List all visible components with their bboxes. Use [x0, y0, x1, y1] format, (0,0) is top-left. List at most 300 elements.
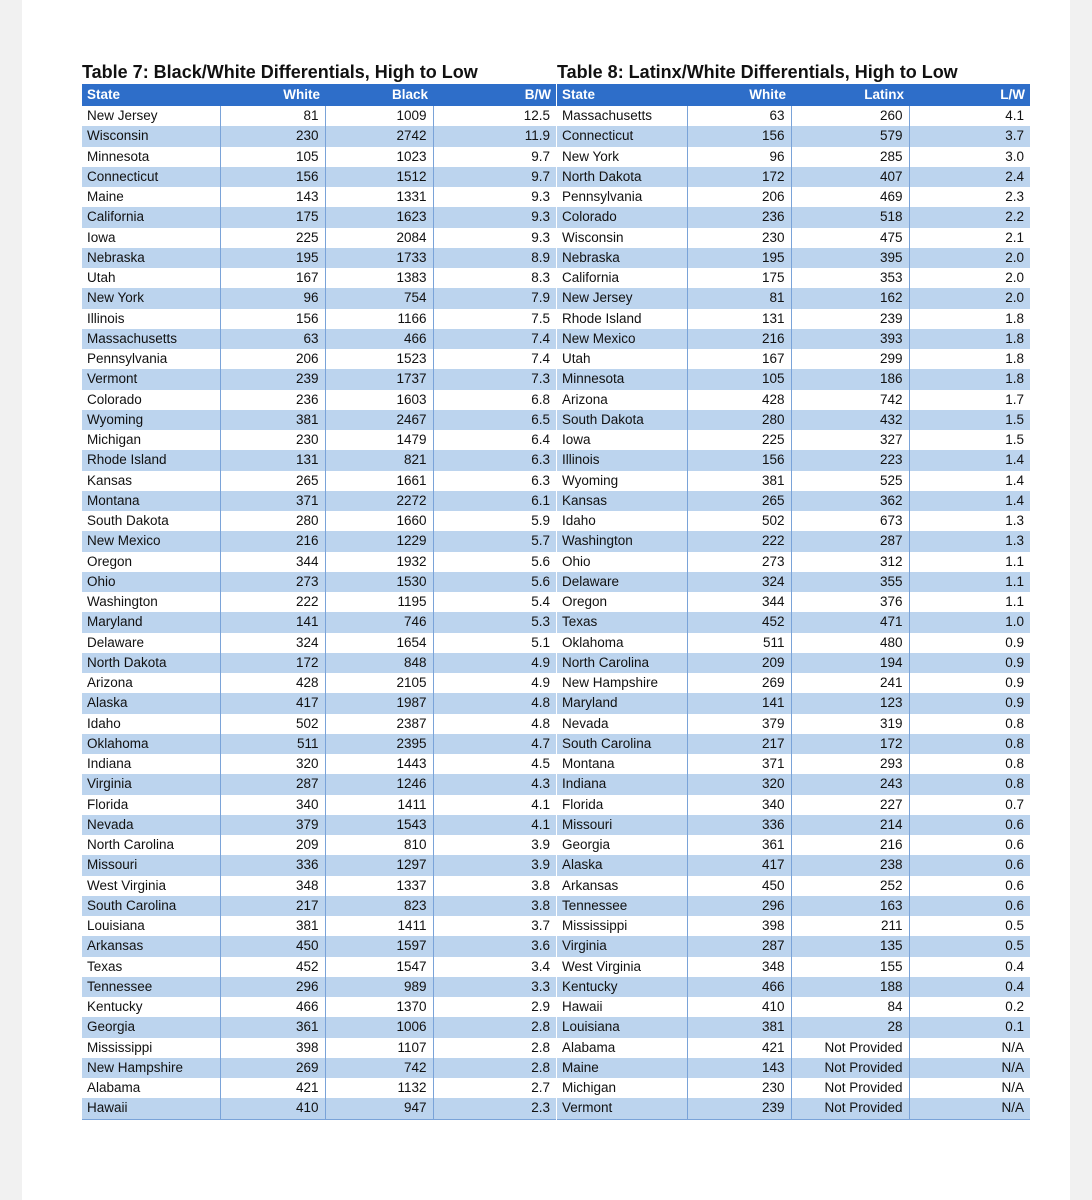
cell-white: 265	[687, 491, 791, 511]
cell-value: 135	[791, 936, 909, 956]
table-7-title: Table 7: Black/White Differentials, High to Low	[82, 62, 478, 82]
cell-state: Ohio	[82, 572, 220, 592]
cell-ratio: 0.2	[909, 997, 1030, 1017]
cell-state: Connecticut	[82, 167, 220, 187]
cell-white: 348	[220, 876, 325, 896]
cell-white: 417	[687, 855, 791, 875]
cell-ratio: 2.0	[909, 248, 1030, 268]
cell-white: 410	[687, 997, 791, 1017]
cell-state: Rhode Island	[82, 450, 220, 470]
cell-white: 172	[220, 653, 325, 673]
cell-white: 452	[220, 957, 325, 977]
table-row	[82, 876, 556, 896]
cell-ratio: 3.4	[433, 957, 556, 977]
table-row	[557, 653, 1030, 673]
table-8-header-state: State	[557, 84, 687, 106]
cell-white: 209	[220, 835, 325, 855]
cell-state: Massachusetts	[82, 329, 220, 349]
cell-ratio: 2.8	[433, 1017, 556, 1037]
cell-white: 502	[687, 511, 791, 531]
cell-white: 344	[687, 592, 791, 612]
cell-value: 1597	[325, 936, 433, 956]
cell-state: Wisconsin	[562, 229, 624, 245]
cell-state: North Carolina	[557, 653, 687, 673]
cell-state: Florida	[562, 796, 604, 812]
cell-white: 230	[220, 126, 325, 146]
cell-value: 466	[325, 329, 433, 349]
table-row	[82, 1098, 556, 1119]
table-row	[82, 248, 556, 268]
table-row	[82, 754, 556, 774]
cell-state: Virginia	[557, 936, 687, 956]
cell-white: 195	[220, 248, 325, 268]
cell-ratio: 1.5	[909, 410, 1030, 430]
cell-state: Oregon	[87, 553, 133, 569]
cell-white: 225	[687, 430, 791, 450]
cell-value: 211	[791, 916, 909, 936]
cell-white: 131	[687, 309, 791, 329]
cell-white: 428	[220, 673, 325, 693]
cell-value: 1297	[325, 855, 433, 875]
cell-white: 230	[687, 228, 791, 248]
cell-value: 1661	[325, 471, 433, 491]
table-7-header-white: White	[220, 84, 325, 106]
cell-value: 2105	[325, 673, 433, 693]
cell-state: Alaska	[557, 855, 687, 875]
cell-ratio: 9.3	[433, 187, 556, 207]
cell-value: 238	[791, 855, 909, 875]
cell-state: Arizona	[562, 391, 608, 407]
cell-state: Nebraska	[557, 248, 687, 268]
cell-white: 63	[220, 329, 325, 349]
table-row	[82, 1078, 556, 1098]
cell-white: 222	[687, 531, 791, 551]
cell-white: 428	[687, 390, 791, 410]
table-row	[557, 531, 1030, 551]
cell-state: Alabama	[562, 1039, 616, 1055]
cell-white: 105	[687, 369, 791, 389]
cell-value: 2272	[325, 491, 433, 511]
cell-ratio: 5.7	[433, 531, 556, 551]
cell-value: 407	[791, 167, 909, 187]
cell-state: West Virginia	[87, 877, 167, 893]
cell-value: 1023	[325, 147, 433, 167]
cell-ratio: 0.4	[909, 957, 1030, 977]
cell-ratio: 0.4	[909, 977, 1030, 997]
cell-ratio: 5.1	[433, 633, 556, 653]
cell-ratio: 3.8	[433, 896, 556, 916]
cell-state: Iowa	[562, 432, 591, 448]
table-row	[82, 207, 556, 227]
cell-white: 141	[687, 693, 791, 713]
cell-value: 1337	[325, 876, 433, 896]
cell-ratio: 1.7	[909, 390, 1030, 410]
cell-state: Nevada	[562, 715, 609, 731]
table-8-body	[557, 106, 1030, 1120]
cell-white: 398	[220, 1038, 325, 1058]
cell-value: 1654	[325, 633, 433, 653]
cell-ratio: 0.8	[909, 714, 1030, 734]
table-row	[557, 592, 1030, 612]
cell-ratio: 4.8	[433, 693, 556, 713]
cell-state: Wyoming	[82, 410, 220, 430]
table-row	[557, 936, 1030, 956]
cell-value: 163	[791, 896, 909, 916]
cell-state: Indiana	[557, 774, 687, 794]
cell-value: 1166	[325, 309, 433, 329]
cell-state: New Mexico	[557, 329, 687, 349]
table-row	[82, 916, 556, 936]
cell-white: 340	[687, 795, 791, 815]
table-row	[82, 288, 556, 308]
table-row	[557, 430, 1030, 450]
cell-state: North Carolina	[87, 837, 175, 853]
cell-value: Not Provided	[791, 1058, 909, 1078]
cell-ratio: 1.5	[909, 430, 1030, 450]
cell-value: 2084	[325, 228, 433, 248]
table-row	[82, 329, 556, 349]
table-row	[557, 754, 1030, 774]
cell-value: 1411	[325, 795, 433, 815]
cell-ratio: 1.4	[909, 491, 1030, 511]
table-row	[557, 126, 1030, 146]
table-row	[557, 329, 1030, 349]
table-row	[82, 734, 556, 754]
cell-ratio: 0.6	[909, 855, 1030, 875]
cell-ratio: 5.3	[433, 612, 556, 632]
cell-white: 336	[687, 815, 791, 835]
cell-ratio: 3.9	[433, 835, 556, 855]
cell-state: Tennessee	[557, 896, 687, 916]
cell-white: 287	[220, 774, 325, 794]
cell-value: 241	[791, 673, 909, 693]
table-row	[82, 1038, 556, 1058]
cell-value: 1660	[325, 511, 433, 531]
cell-value: 239	[791, 309, 909, 329]
document-page	[22, 0, 1070, 1200]
cell-state: Delaware	[557, 572, 687, 592]
cell-state: Washington	[87, 594, 158, 610]
cell-white: 398	[687, 916, 791, 936]
cell-white: 222	[220, 592, 325, 612]
cell-ratio: 3.3	[433, 977, 556, 997]
cell-white: 143	[220, 187, 325, 207]
cell-white: 63	[687, 106, 791, 127]
table-row	[557, 957, 1030, 977]
cell-ratio: 0.6	[909, 815, 1030, 835]
table-row	[557, 612, 1030, 632]
table-7-header-ratio: B/W	[433, 84, 556, 106]
table-row	[82, 936, 556, 956]
cell-state: Oregon	[562, 594, 608, 610]
table-8-header-white: White	[687, 84, 791, 106]
cell-state: Oklahoma	[562, 634, 624, 650]
cell-ratio: 1.1	[909, 552, 1030, 572]
table-row	[557, 714, 1030, 734]
cell-white: 466	[687, 977, 791, 997]
cell-state: Virginia	[82, 774, 220, 794]
cell-state: Kentucky	[557, 977, 687, 997]
cell-white: 172	[687, 167, 791, 187]
cell-ratio: 4.3	[433, 774, 556, 794]
cell-value: 188	[791, 977, 909, 997]
cell-ratio: 9.7	[433, 147, 556, 167]
cell-white: 344	[220, 552, 325, 572]
cell-state: Wisconsin	[82, 126, 220, 146]
cell-value: 1479	[325, 430, 433, 450]
table-row	[82, 633, 556, 653]
cell-ratio: 8.3	[433, 268, 556, 288]
table-7-header-state: State	[82, 84, 220, 106]
cell-state: Maryland	[82, 612, 220, 632]
cell-white: 296	[687, 896, 791, 916]
cell-state: South Dakota	[87, 513, 169, 529]
cell-value: 1006	[325, 1017, 433, 1037]
table-row	[557, 633, 1030, 653]
cell-ratio: 0.8	[909, 734, 1030, 754]
cell-ratio: 6.8	[433, 390, 556, 410]
cell-state: Mississippi	[562, 918, 628, 934]
cell-ratio: 2.9	[433, 997, 556, 1017]
table-row	[82, 268, 556, 288]
table-row	[557, 734, 1030, 754]
cell-value: 299	[791, 349, 909, 369]
table-row	[82, 430, 556, 450]
cell-ratio: 9.3	[433, 228, 556, 248]
cell-white: 96	[687, 147, 791, 167]
cell-state: New Mexico	[82, 531, 220, 551]
cell-value: Not Provided	[791, 1098, 909, 1119]
cell-value: 293	[791, 754, 909, 774]
cell-state: Indiana	[87, 756, 132, 772]
cell-white: 175	[687, 268, 791, 288]
cell-state: Maine	[87, 189, 124, 205]
cell-ratio: 1.3	[909, 531, 1030, 551]
table-row	[82, 835, 556, 855]
table-row	[82, 309, 556, 329]
cell-white: 216	[687, 329, 791, 349]
cell-state: Wyoming	[562, 472, 619, 488]
cell-ratio: 4.1	[433, 815, 556, 835]
cell-white: 209	[687, 653, 791, 673]
cell-ratio: 0.1	[909, 1017, 1030, 1037]
cell-value: 186	[791, 369, 909, 389]
table-row	[82, 390, 556, 410]
table-row	[557, 167, 1030, 187]
cell-white: 206	[687, 187, 791, 207]
table-row	[82, 815, 556, 835]
cell-ratio: 1.8	[909, 349, 1030, 369]
cell-ratio: 5.6	[433, 552, 556, 572]
table-row	[557, 471, 1030, 491]
cell-white: 421	[687, 1038, 791, 1058]
table-row	[82, 572, 556, 592]
cell-white: 324	[687, 572, 791, 592]
table-8-header-row	[557, 84, 1030, 106]
table-row	[82, 511, 556, 531]
cell-state: Ohio	[562, 553, 591, 569]
cell-ratio: 2.1	[909, 228, 1030, 248]
table-row	[557, 916, 1030, 936]
cell-white: 239	[220, 369, 325, 389]
cell-value: 848	[325, 653, 433, 673]
cell-ratio: 0.9	[909, 693, 1030, 713]
cell-value: 1932	[325, 552, 433, 572]
cell-ratio: 2.7	[433, 1078, 556, 1098]
cell-ratio: 2.3	[909, 187, 1030, 207]
cell-value: 1009	[325, 106, 433, 127]
cell-white: 269	[687, 673, 791, 693]
cell-state: Pennsylvania	[87, 351, 168, 367]
table-row	[557, 795, 1030, 815]
cell-ratio: 3.7	[909, 126, 1030, 146]
table-7-block	[82, 60, 556, 1120]
cell-ratio: 2.2	[909, 207, 1030, 227]
cell-white: 156	[220, 309, 325, 329]
table-7-body	[82, 106, 556, 1120]
cell-value: 810	[325, 835, 433, 855]
cell-white: 156	[687, 126, 791, 146]
cell-ratio: 1.1	[909, 572, 1030, 592]
cell-state: Washington	[557, 531, 687, 551]
cell-white: 417	[220, 693, 325, 713]
table-row	[82, 653, 556, 673]
cell-white: 336	[220, 855, 325, 875]
cell-white: 280	[687, 410, 791, 430]
cell-state: North Dakota	[82, 653, 220, 673]
cell-ratio: 7.3	[433, 369, 556, 389]
table-row	[82, 187, 556, 207]
cell-value: 1530	[325, 572, 433, 592]
table-row	[557, 815, 1030, 835]
table-row	[557, 673, 1030, 693]
cell-white: 381	[687, 471, 791, 491]
cell-ratio: 4.9	[433, 653, 556, 673]
cell-state: New Hampshire	[562, 675, 659, 691]
table-row	[557, 106, 1030, 127]
cell-ratio: 0.9	[909, 653, 1030, 673]
cell-ratio: 0.6	[909, 896, 1030, 916]
cell-white: 287	[687, 936, 791, 956]
cell-ratio: 1.8	[909, 309, 1030, 329]
cell-white: 239	[687, 1098, 791, 1119]
cell-white: 381	[687, 1017, 791, 1037]
cell-state: Vermont	[557, 1098, 687, 1119]
cell-state: Nebraska	[82, 248, 220, 268]
cell-value: 287	[791, 531, 909, 551]
cell-value: 746	[325, 612, 433, 632]
table-row	[82, 673, 556, 693]
cell-ratio: 4.9	[433, 673, 556, 693]
table-row	[82, 410, 556, 430]
cell-state: North Dakota	[557, 167, 687, 187]
cell-state: South Dakota	[557, 410, 687, 430]
cell-state: Michigan	[87, 432, 142, 448]
cell-value: 673	[791, 511, 909, 531]
table-row	[82, 774, 556, 794]
table-row	[557, 876, 1030, 896]
table-row	[557, 268, 1030, 288]
cell-value: Not Provided	[791, 1038, 909, 1058]
table-row	[557, 1058, 1030, 1078]
cell-ratio: 0.6	[909, 835, 1030, 855]
cell-ratio: 7.4	[433, 329, 556, 349]
cell-state: Maine	[557, 1058, 687, 1078]
cell-ratio: 1.8	[909, 369, 1030, 389]
cell-state: Minnesota	[557, 369, 687, 389]
cell-state: Colorado	[87, 391, 142, 407]
cell-state: Massachusetts	[562, 108, 653, 124]
cell-value: 216	[791, 835, 909, 855]
cell-ratio: 3.9	[433, 855, 556, 875]
cell-value: 214	[791, 815, 909, 835]
table-row	[557, 349, 1030, 369]
cell-state: Minnesota	[87, 148, 150, 164]
cell-value: 355	[791, 572, 909, 592]
cell-white: 511	[220, 734, 325, 754]
cell-state: Tennessee	[82, 977, 220, 997]
cell-value: 1443	[325, 754, 433, 774]
cell-ratio: 7.4	[433, 349, 556, 369]
table-row	[82, 369, 556, 389]
cell-value: 223	[791, 450, 909, 470]
cell-value: 742	[791, 390, 909, 410]
table-row	[557, 207, 1030, 227]
cell-state: Connecticut	[557, 126, 687, 146]
table-8-block	[557, 60, 1030, 1120]
cell-white: 410	[220, 1098, 325, 1119]
table-row	[557, 997, 1030, 1017]
table-row	[557, 1098, 1030, 1119]
cell-value: 353	[791, 268, 909, 288]
table-row	[82, 714, 556, 734]
cell-value: 1195	[325, 592, 433, 612]
cell-white: 273	[220, 572, 325, 592]
cell-value: 1603	[325, 390, 433, 410]
cell-value: 243	[791, 774, 909, 794]
cell-value: 312	[791, 552, 909, 572]
cell-value: 376	[791, 592, 909, 612]
cell-white: 236	[687, 207, 791, 227]
table-row	[82, 531, 556, 551]
table-row	[82, 957, 556, 977]
cell-value: 2742	[325, 126, 433, 146]
cell-state: Georgia	[82, 1017, 220, 1037]
cell-state: Idaho	[87, 715, 121, 731]
table-row	[557, 248, 1030, 268]
cell-ratio: 2.0	[909, 268, 1030, 288]
table-row	[557, 187, 1030, 207]
cell-white: 421	[220, 1078, 325, 1098]
cell-ratio: 5.6	[433, 572, 556, 592]
cell-value: 469	[791, 187, 909, 207]
cell-ratio: N/A	[909, 1038, 1030, 1058]
cell-white: 324	[220, 633, 325, 653]
cell-white: 167	[220, 268, 325, 288]
cell-ratio: 0.9	[909, 673, 1030, 693]
cell-state: Illinois	[87, 310, 125, 326]
cell-white: 81	[687, 288, 791, 308]
cell-white: 216	[220, 531, 325, 551]
cell-state: California	[82, 207, 220, 227]
cell-value: 2387	[325, 714, 433, 734]
cell-ratio: 7.5	[433, 309, 556, 329]
cell-value: 123	[791, 693, 909, 713]
cell-white: 230	[220, 430, 325, 450]
cell-state: Kentucky	[87, 999, 143, 1015]
cell-ratio: 6.1	[433, 491, 556, 511]
table-row	[82, 795, 556, 815]
